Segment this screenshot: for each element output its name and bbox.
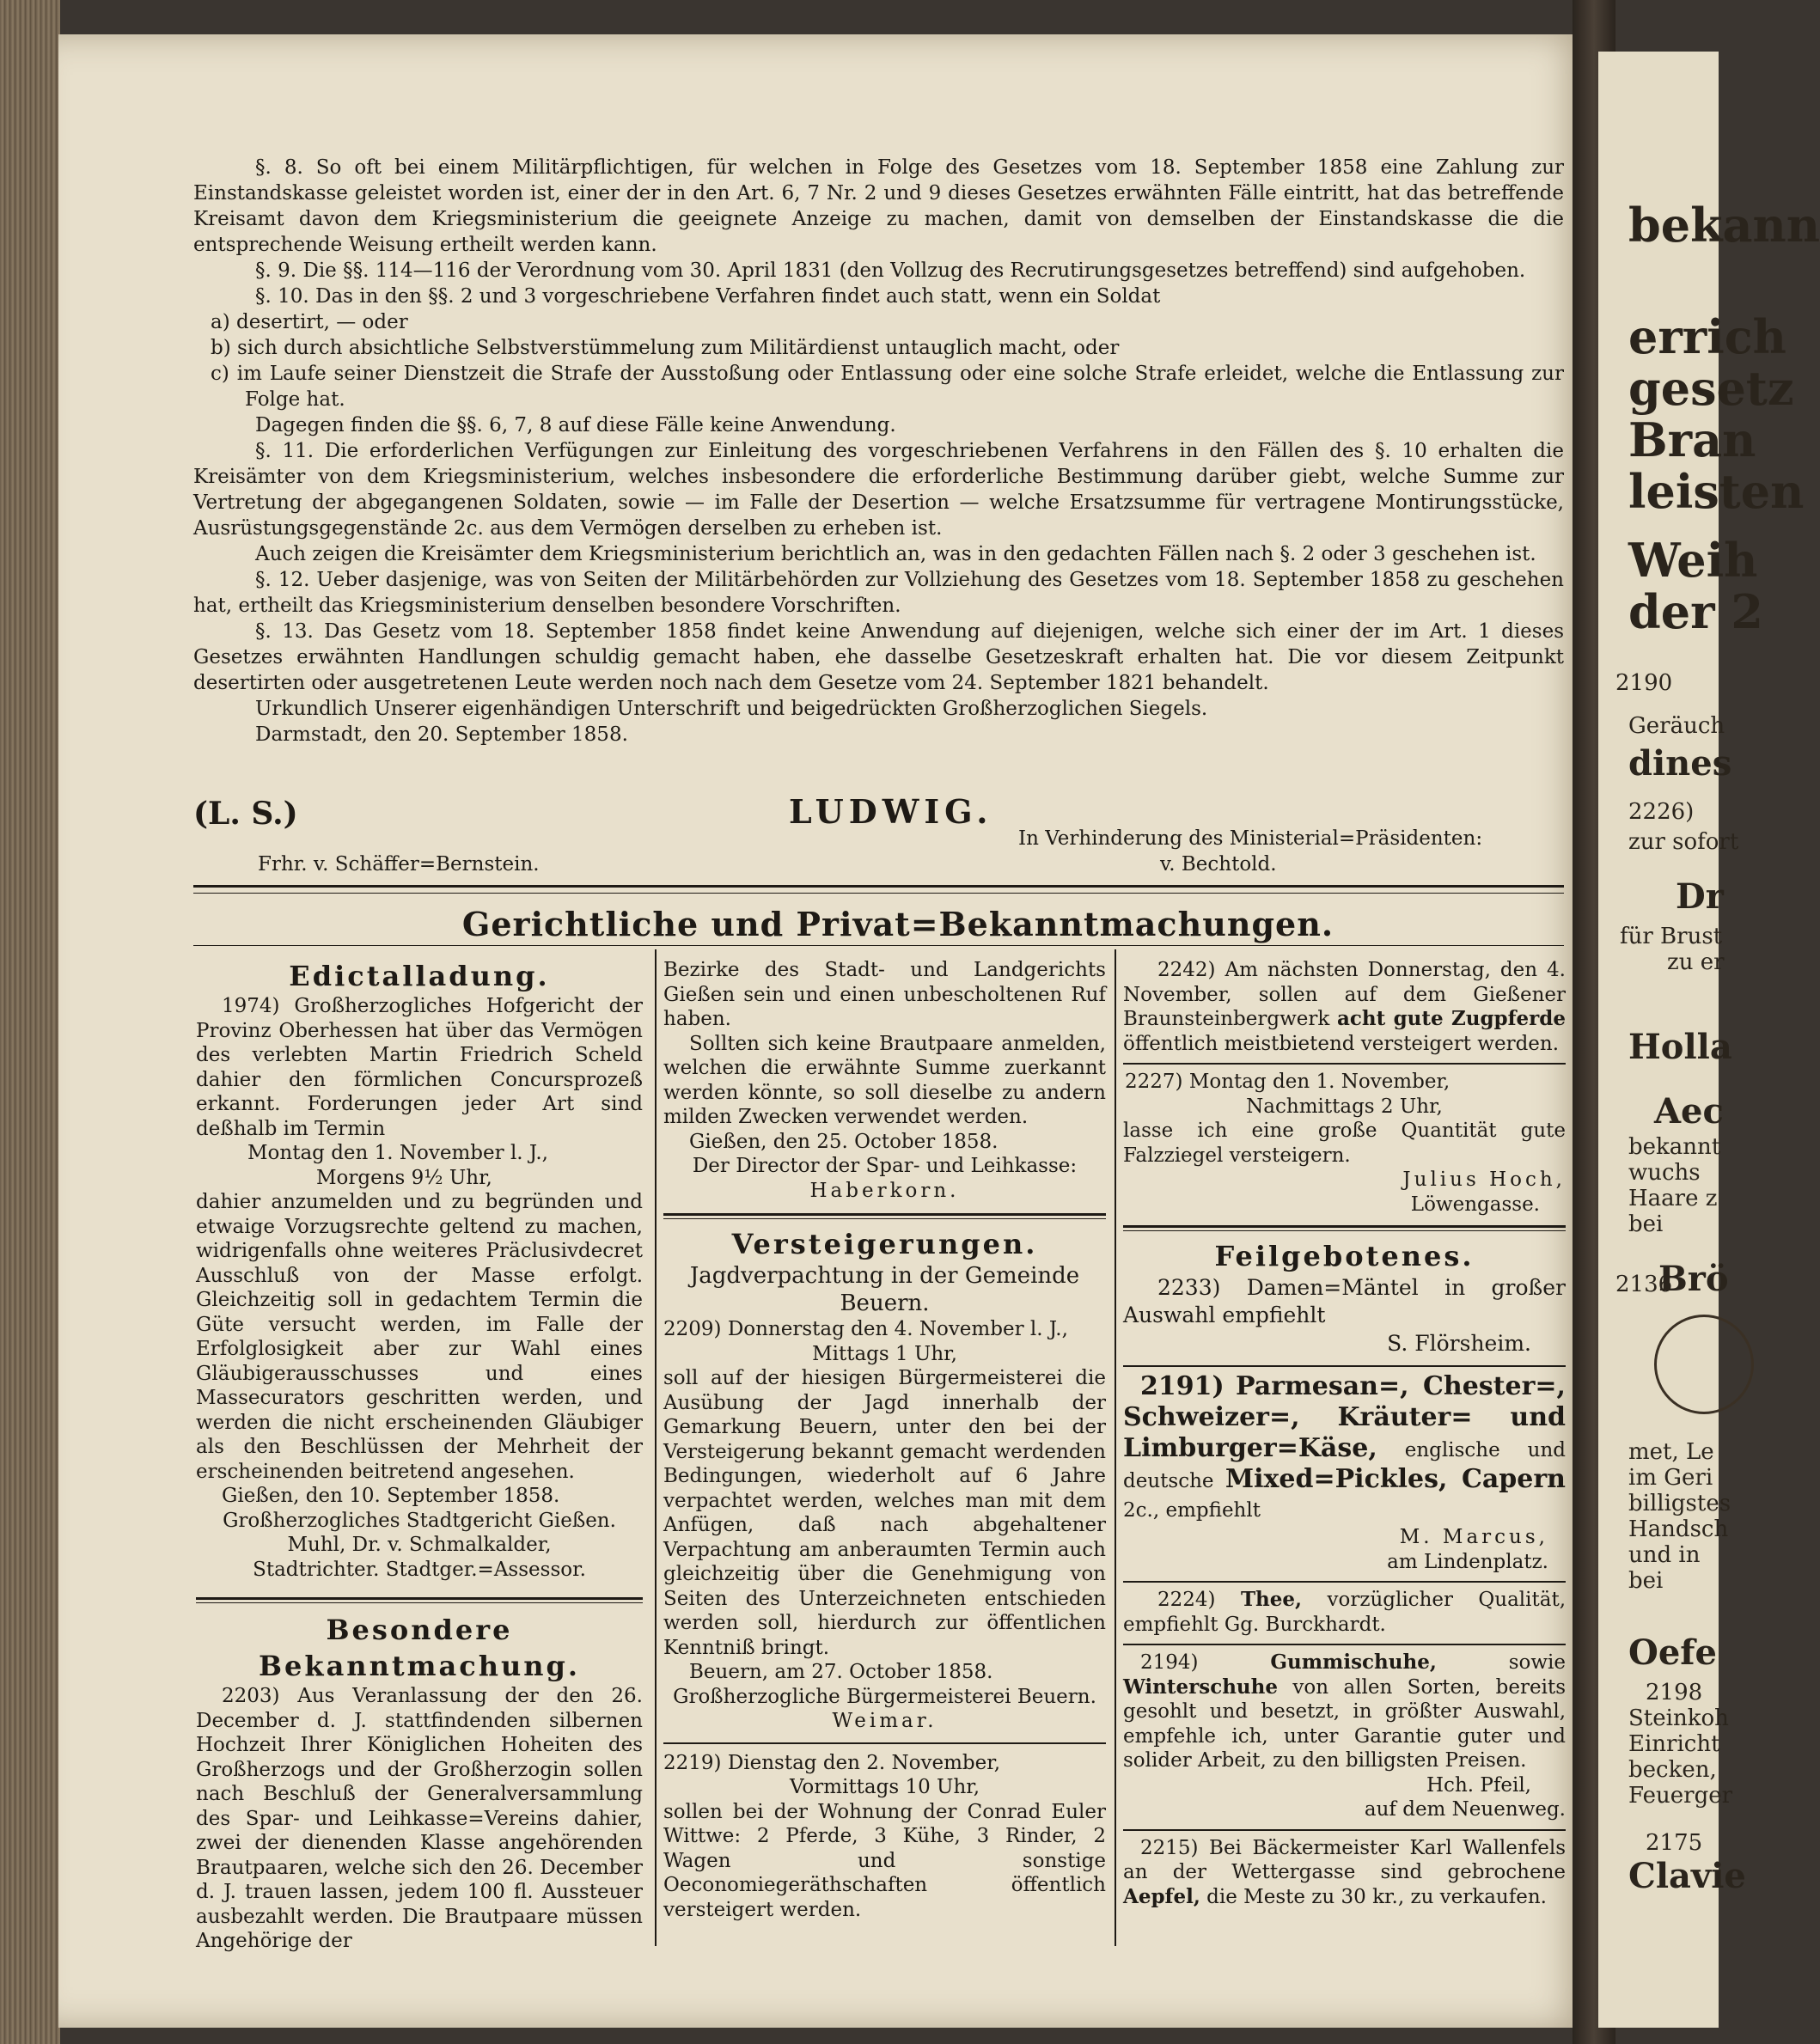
notice-2227: lasse ich eine große Quantität gute Falzziegel versteigern. [1123,1120,1566,1167]
sub-heading-jagd: Jagdverpachtung in der Gemeinde Beuern. [689,1263,1080,1316]
facing-line: met, Le [1628,1439,1714,1465]
facing-line: der 2 [1628,584,1763,639]
notice-2191-etc: 2c., [1123,1499,1160,1522]
notice-2233: 2233) Damen=Mäntel in großer Auswahl empfiehlt [1123,1275,1566,1327]
facing-page-fragment [1598,52,1820,2028]
facing-line: Aec [1654,1091,1724,1132]
facing-line: Haare z [1628,1186,1718,1211]
paragraph-10-d: Dagegen finden die §§. 6, 7, 8 auf diese Fälle keine Anwendung. [255,414,896,436]
facing-line: Einricht [1628,1731,1720,1757]
notice-2242-text: 2242) Am nächsten Donnerstag, den 4. November, sollen auf dem Gießener Braunsteinbergwerk [1123,959,1566,1030]
facing-line: Brö [1658,1259,1729,1299]
notice-2209-org: Großherzogliche Bürgermeisterei Beuern. [673,1685,1096,1708]
notice-2194-addr: auf dem Neuenweg. [1364,1798,1566,1821]
notice-2209: soll auf der hiesigen Bürgermeisterei die Ausübung der Jagd innerhalb der Gemarkung Beuern, unter den bei der Versteigerung bekannt gemacht werdenden Bedingungen, wiederholt auf 6 Jahre verpachtet werden, welches man mit dem Anfügen, daß nach abgehaltener Verpachtung am anberaumten Termin auch gleichzeitig über die Genehmigung von Seiten des Unterzeichneten entschieden werden soll, hierdurch zur öffentlichen Kenntniß bringt. [663,1367,1106,1659]
notice-2219-head: 2219) Dienstag den 2. November, [663,1751,1001,1774]
paragraph-13: §. 13. Das Gesetz vom 18. September 1858 findet keine Anwendung auf diejenigen, welche sich einer der im Art. 1 dieses Gesetzes erwähnten Handlungen schuldig gemacht haben, ehe dasselbe Gesetzeskraft erhalten hat. Die vor diesem Zeitpunkt desertirten oder ausgetretenen Leute werden noch nach dem Gesetze vom 24. September 1821 behandelt. [193,620,1564,694]
paragraph-8: §. 8. So oft bei einem Militärpflichtigen, für welchen in Folge des Gesetzes vom 18. September 1858 eine Zahlung zur Einstandskasse geleistet worden ist, einer der in den Art. 6, 7 Nr. 2 und 9 dieses Gesetzes erwähnten Fälle eintritt, hat das betreffende Kreisamt davon dem Kriegsministerium die geeignete Anzeige zu machen, damit von demselben der Einstandskasse die die entsprechende Weisung ertheilt werden kann. [193,156,1564,256]
notice-2227-addr: Löwengasse. [1410,1193,1540,1216]
section-divider [193,885,1564,894]
facing-line: 2198 [1646,1680,1703,1705]
column-rule-1 [655,949,657,1946]
notice-1974: 1974) Großherzogliches Hofgericht der Provinz Oberhessen hat über das Vermögen des verlebten Martin Friedrich Scheld dahier den förmlichen Concursprozeß erkannt. Forderungen jeder Art sind deßhalb im Termin [196,995,643,1140]
notice-2215 [1123,1836,1566,1910]
notice-2203-place: Gießen, den 25. October 1858. [689,1130,999,1153]
notice-2191 [1123,1372,1566,1525]
facing-line: zu er [1667,949,1725,975]
notice-2224-name: Gg. Burckhardt. [1224,1613,1386,1636]
notice-2233-name: S. Flörsheim. [1387,1331,1531,1356]
paragraph-10-b: b) sich durch absichtliche Selbstverstümmelung zum Militärdienst untauglich macht, oder [211,337,1120,359]
facing-line: Weih [1628,533,1758,588]
heading-feilgebotenes: Feilgebotenes. [1214,1240,1475,1272]
notice-2194-text: von allen Sorten, bereits gesohlt und besetzt, in größter Auswahl, empfehle ich, unter Garantie guter und solider Arbeit, zu den billigsten Preisen. [1123,1675,1566,1772]
facing-line: becken, [1628,1757,1717,1783]
facing-line: zur sofort [1628,829,1739,855]
facing-line: leisten [1628,464,1805,519]
section-rule [193,945,1564,946]
facing-line: Feuerger [1628,1783,1733,1809]
notice-1974-body: dahier anzumelden und zu begründen und etwaige Vorzugsrechte geltend zu machen, widrigenfalls ohne weiteres Präclusivdecret Ausschluß von der Masse erfolgt. Gleichzeitig soll in gedachtem Termin die Güte versucht werden, im Falle der Erfolglosigkeit aber zur Wahl eines Gläubigerausschusses und eines Massecurators geschritten werden, und werden die nicht erscheinenden Gläubiger als den Beschlüssen der Mehrheit der erscheinenden beitretend angesehen. [196,1191,643,1483]
facing-line: und in [1628,1542,1701,1568]
notice-2191-mid: englische und deutsche [1123,1439,1566,1492]
facing-line: 2190 [1615,670,1673,696]
facing-line: Steinkoh [1628,1705,1729,1731]
heading-edictalladung: Edictalladung. [289,960,550,992]
notice-1974-date: Montag den 1. November l. J., [247,1142,548,1164]
facing-line: Dr [1676,876,1724,917]
notice-2191-name: M. Marcus, [1399,1526,1548,1548]
notice-2224-text: vorzüglicher Qualität, empfiehlt [1123,1589,1567,1636]
facing-line: errich [1628,309,1786,364]
book-page-edges [0,0,60,2044]
facing-line: wuchs [1628,1160,1701,1186]
attestation: Urkundlich Unserer eigenhändigen Unterschrift und beigedrückten Großherzoglichen Siegels. [255,698,1208,720]
notice-2242-end: öffentlich meistbietend versteigert werden. [1123,1032,1560,1055]
section-title: Gerichtliche und Privat=Bekanntmachungen. [461,905,1334,943]
facing-line: für Brust [1620,924,1723,949]
column-3-rule-3 [1123,1581,1566,1583]
column-1-divider [196,1597,643,1603]
facing-line: Oefe [1628,1632,1717,1673]
notice-2191-pickles: Mixed=Pickles, Capern [1225,1464,1566,1494]
facing-line: 2175 [1646,1830,1703,1856]
minister-signature: Frhr. v. Schäffer=Bernstein. [258,853,540,876]
notice-2191-end: empfiehlt [1165,1499,1261,1522]
column-3 [1123,958,1566,1909]
column-2-divider [663,1213,1106,1219]
notice-2194-bold: Gummischuhe, [1270,1650,1437,1674]
notice-2215-bold: Aepfel, [1123,1884,1200,1908]
notice-2209-time: Mittags 1 Uhr, [812,1342,957,1365]
seal-mark: (L. S.) [193,796,298,832]
heading-besondere: Besondere Bekanntmachung. [258,1614,580,1682]
column-3-divider [1123,1225,1566,1231]
notice-2215-end: die Meste zu 30 kr., zu verkaufen. [1206,1885,1547,1908]
facing-line: 2226) [1628,799,1695,825]
notice-2242-bold: acht gute Zugpferde [1336,1007,1566,1030]
notice-2191-cheese: Parmesan=, Chester=, Schweizer=, Kräuter= und Limburger=Käse, [1123,1371,1566,1463]
notice-2194 [1123,1650,1566,1773]
notice-2219-time: Vormittags 10 Uhr, [789,1776,980,1798]
facing-line: gesetz [1628,361,1794,416]
notice-2215-text: 2215) Bei Bäckermeister Karl Wallenfels an der Wettergasse sind gebrochene [1123,1836,1566,1883]
notice-2209-name: Weimar. [832,1710,937,1732]
paragraph-11: §. 11. Die erforderlichen Verfügungen zur Einleitung des vorgeschriebenen Verfahrens in den Fällen des §. 10 erhalten die Kreisämter von dem Kriegsministerium, welches insbesondere die erforderliche Bestimmung darüber giebt, welche Summe zur Vertretung der abgegangenen Soldaten, sowie — im Falle der Desertion — welche Ersatzsumme für vertragene Montirungsstücke, Ausrüstungsgegenstände 2c. aus dem Vermögen derselben zu erheben ist. [193,440,1564,540]
notice-1974-names: Muhl, Dr. v. Schmalkalder, [287,1534,552,1556]
notice-2209-head: 2209) Donnerstag den 4. November l. J., [663,1318,1068,1340]
notice-2242 [1123,958,1566,1056]
notice-2203-name: Haberkorn. [809,1179,960,1202]
column-3-rule-2 [1123,1365,1566,1367]
facing-line: dines [1628,743,1732,784]
notice-2227-head: 2227) Montag den 1. November, [1125,1071,1451,1093]
notice-2227-name: Julius Hoch, [1402,1168,1566,1191]
notice-2194-name: Hch. Pfeil, [1426,1773,1531,1797]
notice-2191-num: 2191) [1140,1371,1225,1401]
paragraph-10-a: a) desertirt, — oder [211,311,408,333]
deputy-line: In Verhinderung des Ministerial=Präsidenten: [1018,827,1483,850]
facing-line: Holla [1628,1027,1732,1067]
notice-2203-org: Der Director der Spar- und Leihkasse: [692,1155,1078,1177]
heading-versteigerungen: Versteigerungen. [731,1228,1038,1260]
facing-line: bekann [1628,198,1820,253]
column-3-rule-5 [1123,1829,1566,1831]
facing-line: billigstes [1628,1491,1731,1516]
monarch-signature: LUDWIG. [789,792,993,831]
notice-2194-bold-2: Winterschuhe [1123,1675,1279,1699]
facing-line: 2136 [1615,1272,1673,1297]
notice-2224-num: 2224) [1157,1589,1216,1611]
paragraph-9: §. 9. Die §§. 114—116 der Verordnung vom 30. April 1831 (den Vollzug des Recrutirungsgesetzes betreffend) sind aufgehoben. [255,259,1526,282]
notice-2219: sollen bei der Wohnung der Conrad Euler Wittwe: 2 Pferde, 3 Kühe, 3 Rinder, 2 Wagen und sonstige Oeconomiegeräthschaften öffentlich versteigert werden. [663,1800,1106,1921]
facing-line: bekannt [1628,1134,1721,1160]
paragraph-12: §. 12. Ueber dasjenige, was von Seiten der Militärbehörden zur Vollziehung des Gesetzes vom 18. September 1858 zu geschehen hat, ertheilt das Kriegsministerium denselben besondere Vorschriften. [193,569,1564,617]
notice-2203: 2203) Aus Veranlassung der den 26. December d. J. stattfindenden silbernen Hochzeit Ihrer Königlichen Hoheiten des Großherzogs und der Großherzogin sollen nach Beschluß der Generalversammlung des Spar- und Leihkasse=Vereins dahier, zwei der dienenden Klasse angehörenden Brautpaaren, welche sich den 26. December d. J. trauen lassen, jedem 100 fl. Aussteuer ausbezahlt werden. Die Brautpaare müssen Angehörige der [196,1685,643,1952]
facing-line: bei [1628,1211,1664,1237]
notice-2191-addr: am Lindenplatz. [1387,1550,1548,1573]
notice-1974-time: Morgens 9½ Uhr, [316,1166,492,1189]
deputy-signature: v. Bechtold. [1160,853,1277,876]
notice-1974-titles: Stadtrichter. Stadtger.=Assessor. [253,1558,586,1581]
facing-line: im Geri [1628,1465,1713,1491]
column-3-rule-1 [1123,1063,1566,1065]
paragraph-10-c: c) im Laufe seiner Dienstzeit die Strafe der Ausstoßung oder Entlassung oder eine solche Strafe erleidet, welche die Entlassung zur Folge hat. [211,363,1564,411]
column-3-rule-4 [1123,1644,1566,1645]
notice-1974-court: Großherzogliches Stadtgericht Gießen. [223,1509,616,1532]
paragraph-10: §. 10. Das in den §§. 2 und 3 vorgeschriebene Verfahren findet auch statt, wenn ein Soldat [255,285,1161,308]
notice-2209-place: Beuern, am 27. October 1858. [689,1661,993,1683]
place-date: Darmstadt, den 20. September 1858. [255,723,628,746]
stamp-seal [1654,1315,1754,1414]
notice-2224 [1123,1588,1566,1637]
notice-2194-num: 2194) [1140,1651,1199,1674]
notice-2227-time: Nachmittags 2 Uhr, [1246,1095,1443,1118]
column-1 [196,958,643,1954]
facing-line: bei [1628,1568,1664,1594]
notice-2224-bold: Thee, [1240,1588,1303,1611]
notice-2203-cont-2: Sollten sich keine Brautpaare anmelden, welchen die erwähnte Summe zuerkannt werden könnte, so soll dieselbe zu andern milden Zwecken verwendet werden. [663,1032,1106,1128]
paragraph-11-b: Auch zeigen die Kreisämter dem Kriegsministerium berichtlich an, was in den gedachten Fällen nach §. 2 oder 3 geschehen ist. [255,543,1536,565]
facing-line: Bran [1628,412,1756,467]
notice-2194-mid: sowie [1508,1651,1566,1674]
facing-line: Geräuch [1628,713,1725,739]
column-2 [663,958,1106,1922]
column-2-rule [663,1742,1106,1744]
notice-1974-place: Gießen, den 10. September 1858. [222,1485,560,1507]
facing-line: Handsch [1628,1516,1729,1542]
column-rule-2 [1115,949,1116,1946]
law-text [193,155,1564,747]
facing-line: Clavie [1628,1856,1746,1896]
notice-2203-cont: Bezirke des Stadt- und Landgerichts Gießen sein und einen unbescholtenen Ruf haben. [663,959,1106,1030]
